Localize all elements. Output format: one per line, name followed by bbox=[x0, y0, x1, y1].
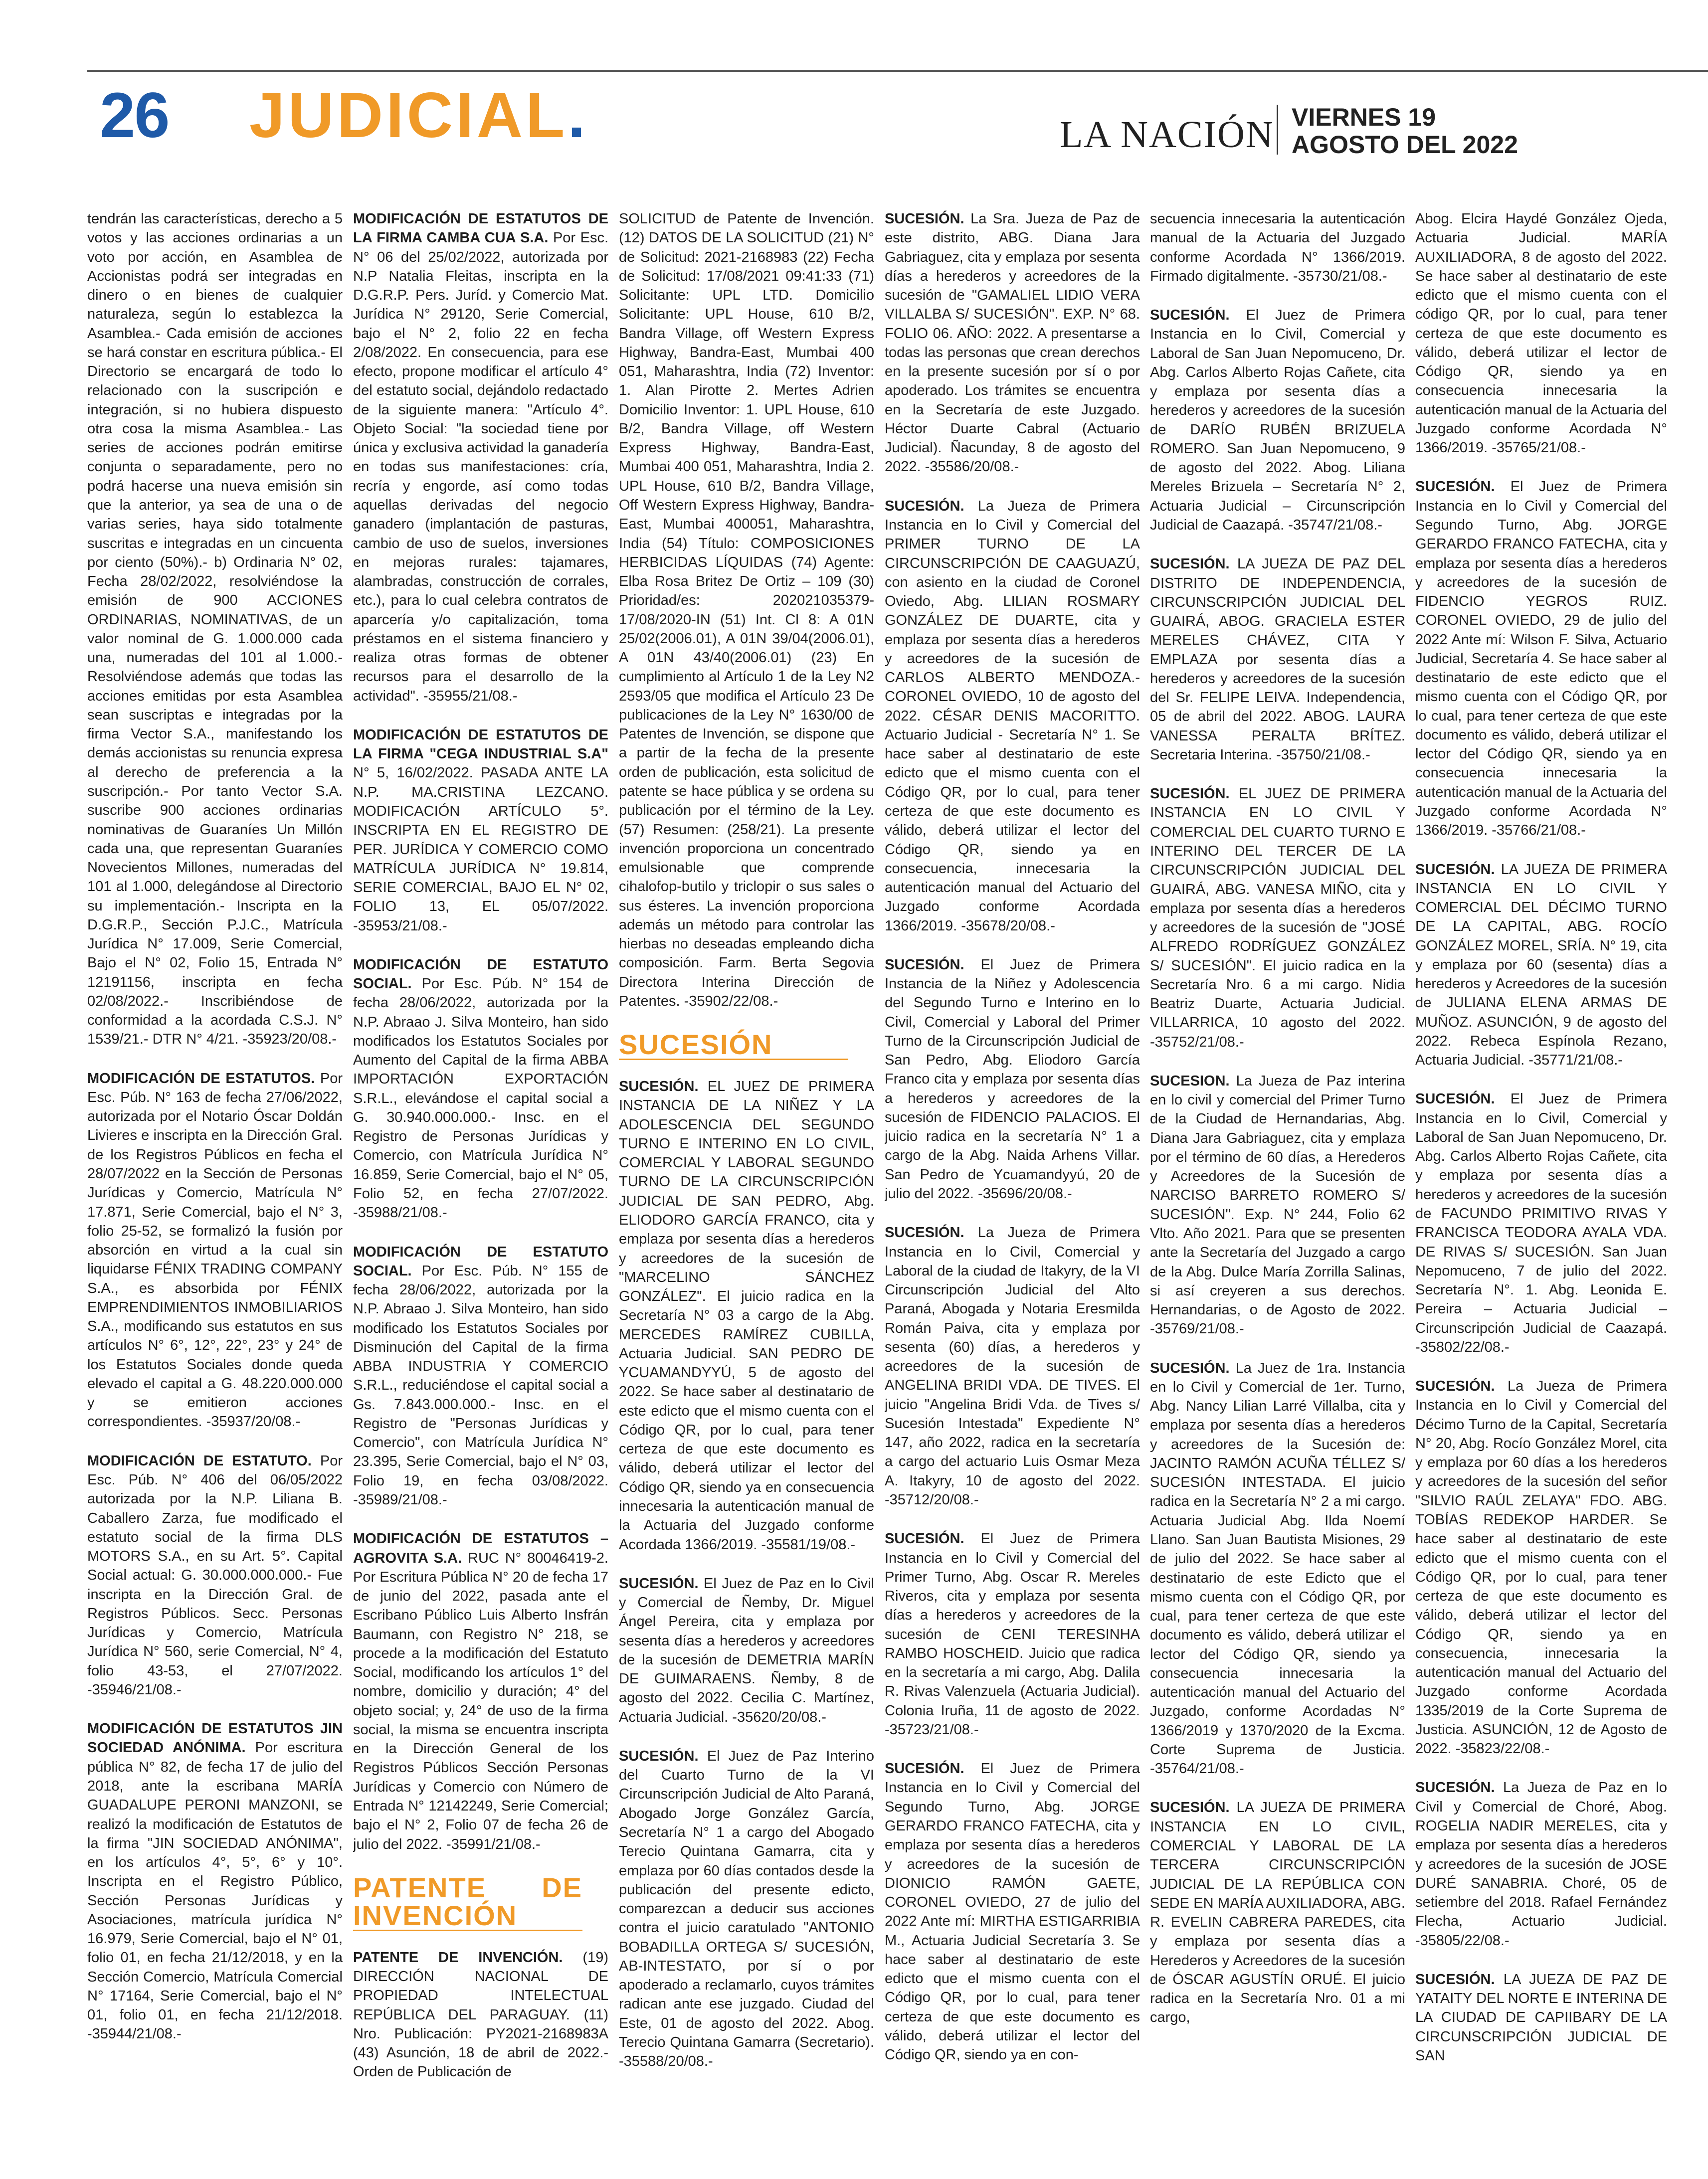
notice-heading: SUCESIÓN. bbox=[1150, 1800, 1230, 1816]
legal-notice bbox=[1150, 554, 1405, 764]
column-5 bbox=[1150, 209, 1405, 2169]
notice-heading: SUCESIÓN. bbox=[1415, 479, 1495, 495]
notice-body: La Sra. Jueza de Paz de este distrito, ABG. Diana Jara Gabriaguez, cita y emplaza por sesenta días a herederos y acreedores de la sucesión de "GAMALIEL LIDIO VERA VILLALBA S/ SUCESIÓN". EXP. N° 68. FOLIO 06. AÑO: 2022. A presentarse a todas las personas que crean derechos en la presente sucesión por sí o por apoderado. Los trámites se encuentra en la Secretaría de este Juzgado. Héctor Duarte Cabral (Actuario Judicial). Ñacunday, 8 de agosto del 2022. bbox=[885, 211, 1140, 475]
notice-heading: MODIFICACIÓN DE ESTATUTO. bbox=[87, 1453, 312, 1469]
notice-reference: -35712/20/08.- bbox=[885, 1492, 979, 1508]
notice-heading: PATENTE DE INVENCIÓN. bbox=[353, 1949, 563, 1966]
notice-heading: SUCESIÓN. bbox=[885, 956, 964, 973]
legal-notice bbox=[353, 1948, 608, 2082]
legal-notice bbox=[87, 1452, 343, 1699]
notice-heading: SUCESIÓN. bbox=[1150, 786, 1230, 802]
notice-heading: SUCESIÓN. bbox=[1415, 861, 1495, 878]
notice-heading: SUCESIÓN. bbox=[885, 1225, 964, 1241]
notice-body: El Juez de Primera Instancia de la Niñez y Adolescencia del Segundo Turno e Interino en lo Civil, Comercial y Laboral del Primer Turno de la Circunscripción Judicial de San Pedro, Abg. Eliodoro García Franco cita y emplaza por sesenta días a herederos y acreedores de la sucesión de FIDENCIO PALACIOS. El juicio radica en la secretaría N° 1 a cargo de la Abg. Naida Arhens Villar. San Pedro de Ycuamandyyú, 20 de julio del 2022. bbox=[885, 956, 1140, 1202]
notice-reference: -35586/20/08.- bbox=[925, 459, 1019, 475]
notice-body: El Juez de Paz en lo Civil y Comercial de Ñemby, Dr. Miguel Ángel Pereira, cita y emplaza por sesenta días a herederos y acreedores de la sucesión de DEMETRIA MARÍN DE GUIMARAENS. Ñemby, 8 de agosto del 2022. Cecilia C. Martínez, Actuaria Judicial. bbox=[619, 1575, 874, 1725]
notice-reference: -35765/21/08.- bbox=[1492, 440, 1586, 456]
legal-notice bbox=[885, 497, 1140, 935]
legal-notice bbox=[87, 1069, 343, 1432]
legal-notice bbox=[1415, 1970, 1667, 2065]
notice-body: Por Esc. N° 06 del 25/02/2022, autorizada por N.P Natalia Fleitas, inscripta en la D.G.R.P. Pers. Juríd. y Comercio Mat. Jurídica N° 29120, Serie Comercial, bajo el N° 2, folio 22 en fecha 2/08/2022. En consecuencia, para ese efecto, propone modificar el artículo 4° del estatuto social, dejándolo redactado de la siguiente manera: "Artículo 4°. Objeto Social: "la sociedad tiene por única y exclusiva actividad la ganadería en todas sus manifestaciones: cría, recría y engorde, así como todas aquellas derivadas del negocio ganadero (implantación de pasturas, cambio de uso de suelos, inversiones en mejoras rurales: tajamares, alambradas, construcción de corrales, etc.), para lo cual celebra contratos de aparcería y/o capitalización, toma préstamos en el sistema financiero y realiza otras formas de obtener recursos para el desarrollo de la actividad". bbox=[353, 230, 608, 704]
notice-heading: SUCESIÓN. bbox=[885, 498, 964, 514]
notice-body: LA JUEZA DE PAZ DEL DISTRITO DE INDEPENDENCIA, CIRCUNSCRIPCIÓN JUDICIAL DEL GUAIRÁ, ABOG. GRACIELA ESTER MERELES CHÁVEZ, CITA Y EMPLAZA por sesenta días a herederos y acreedores de la sucesión del Sr. FELIPE LEIVA. Independencia, 05 de abril del 2022. ABOG. LAURA VANESSA PERALTA BRÍTEZ. Secretaria Interina. bbox=[1150, 556, 1405, 763]
notice-reference: -35823/22/08.- bbox=[1455, 1741, 1550, 1757]
notice-reference: -35769/21/08.- bbox=[1150, 1321, 1244, 1337]
notice-body: Por Esc. Púb. N° 154 de fecha 28/06/2022, autorizada por la N.P. Abraao J. Silva Monteiro, han sido modificados los Estatutos Sociales por Aumento del Capital de la firma ABBA IMPORTACIÓN EXPORTACIÓN S.R.L., elevándose el capital social a G. 30.940.000.000.- Insc. en el Registro de Personas Jurídicas y Comercio, con Matrícula Jurídica N° 16.859, Serie Comercial, bajo el N° 05, Folio 52, en fecha 27/07/2022. bbox=[353, 976, 608, 1202]
notice-reference: -35581/19/08.- bbox=[761, 1536, 856, 1553]
notice-heading: SUCESIÓN. bbox=[1150, 307, 1230, 324]
notice-reference: -35944/21/08.- bbox=[87, 2026, 182, 2042]
page-number: 26 bbox=[100, 80, 169, 151]
header-rule bbox=[87, 70, 1708, 72]
masthead-logo: LA NACIÓN bbox=[1060, 114, 1274, 156]
legal-notice bbox=[1150, 306, 1405, 535]
notice-body: El Juez de Primera Instancia en lo Civil y Comercial del Segundo Turno, Abg. JORGE GERARDO FRANCO FATECHA, cita y emplaza por sesenta días a herederos y acreedores de la sucesión de DIONICIO RAMÓN GAETE, CORONEL OVIEDO, 27 de julio del 2022 Ante mí: MIRTHA ESTIGARRIBIA M., Actuaria Judicial Secretaría 3. Se hace saber al destinatario de este edicto que el mismo cuenta con el Código QR, por lo cual, para tener certeza de que este documento es válido, deberá utilizar el lector del Código QR, siendo ya en con- bbox=[885, 1761, 1140, 2063]
notice-reference: -35937/20/08.- bbox=[206, 1414, 301, 1430]
notice-body: Abog. Elcira Haydé González Ojeda, Actuaria Judicial. MARÍA AUXILIADORA, 8 de agosto del 2022. Se hace saber al destinatario de este edicto que el mismo cuenta con el código QR, por lo cual, para tener certeza de que este documento es válido, deberá utilizar el lector de Código QR, siendo ya en consecuencia innecesaria la autenticación manual de la Actuaria del Juzgado conforme Acordada N° 1366/2019. bbox=[1415, 211, 1667, 456]
notice-body: El Juez de Primera Instancia en lo Civil, Comercial y Laboral de San Juan Nepomuceno, Dr. Abg. Carlos Alberto Rojas Cañete, cita y emplaza por sesenta días a herederos y acreedores de la sucesión de DARÍO RUBÉN BRIZUELA ROMERO. San Juan Nepomuceno, 9 de agosto del 2022. Abog. Liliana Mereles Brizuela – Secretaría N° 2, Actuaria Judicial – Circunscripción Judicial de Caazapá. bbox=[1150, 307, 1405, 533]
notice-body: El Juez de Primera Instancia en lo Civil y Comercial del Segundo Turno, Abg. JORGE GERARDO FRANCO FATECHA, cita y emplaza por sesenta días a herederos y acreedores de la sucesión de FIDENCIO YEGROS RUIZ. CORONEL OVIEDO, 29 de julio del 2022 Ante mí: Wilson F. Silva, Actuario Judicial, Secretaría 4. Se hace saber al destinatario de este edicto que el mismo cuenta con el Código QR, por lo cual, para tener certeza de que este documento es válido, deberá utilizar el lector del Código QR, siendo ya en consecuencia innecesaria la autenticación manual de la Actuaria del Juzgado conforme Acordada N° 1366/2019. bbox=[1415, 479, 1667, 839]
legal-notice bbox=[353, 209, 608, 706]
notice-body: Por Esc. Púb. N° 406 del 06/05/2022 autorizada por la N.P. Liliana B. Caballero Zarza, fue modificado el estatuto social de la firma DLS MOTORS S.A., en su Art. 5°. Capital Social actual: G. 30.000.000.000.- Fue inscripta en la Dirección Gral. de Registros Públicos. Secc. Personas Jurídicas y Comercio, Matrícula Jurídica N° 560, serie Comercial, N° 4, folio 43-53, el 27/07/2022. bbox=[87, 1453, 343, 1679]
section-title bbox=[249, 80, 588, 151]
notice-body: SOLICITUD de Patente de Invención. (12) DATOS DE LA SOLICITUD (21) N° de Solicitud: 2021-2168983 (22) Fecha de Solicitud: 17/08/2021 09:41:33 (71) Solicitante: UPL LTD. Domicilio Solicitante: UPL House, 610 B/2, Bandra Village, off Western Express Highway, Bandra-East, Mumbai 400 051, Maharashtra, India (72) Inventor: 1. Alan Pirotte 2. Mertes Adrien Domicilio Inventor: 1. UPL House, 610 B/2, Bandra Village, off Western Express Highway, Bandra-East, Mumbai 400 051, Maharashtra, India 2. UPL House, 610 B/2, Bandra Village, Off Western Express Highway, Bandra-East, Mumbai 400051, Maharashtra, India (54) Título: COMPOSICIONES HERBICIDAS LÍQUIDAS (74) Agente: Elba Rosa Britez De Ortiz – 109 (30) Prioridad/es: 202021035379-17/08/2020-IN (51) Int. Cl 8: A 01N 25/02(2006.01), A 01N 39/04(2006.01), A 01N 43/40(2006.01) (23) En cumplimiento al Artículo 1 de la Ley N2 2593/05 que modifica el Artículo 23 De publicaciones de la Ley N° 1630/00 de Patentes de Invención, se dispone que a partir de la fecha de la presente orden de publicación, esta solicitud de patente se hace pública y se ordena su publicación por el término de la Ley. (57) Resumen: (258/21). La presente invención proporciona un concentrado emulsionable que comprende cihalofop-butilo y triclopir o sus sales o sus ésteres. La invención proporciona además un método para controlar las hierbas no deseadas empleando dicha composición. Farm. Berta Segovia Directora Interina Dirección de Patentes. bbox=[619, 211, 874, 1009]
notice-reference: -35766/21/08.- bbox=[1492, 822, 1586, 839]
legal-notice bbox=[885, 1529, 1140, 1739]
header-divider bbox=[1277, 105, 1278, 155]
notice-reference: -35953/21/08.- bbox=[353, 917, 447, 934]
legal-notice bbox=[87, 209, 343, 1049]
notice-reference: -35805/22/08.- bbox=[1415, 1932, 1510, 1949]
legal-notice bbox=[1150, 1359, 1405, 1779]
notice-reference: -35588/20/08.- bbox=[619, 2053, 713, 2070]
section-dot: . bbox=[568, 80, 588, 151]
notice-reference: -35802/22/08.- bbox=[1415, 1339, 1510, 1355]
notice-body: Por Esc. Púb. N° 155 de fecha 28/06/2022, autorizada por la N.P. Abraao J. Silva Monteiro, han sido modificado los Estatutos Sociales por Disminución del Capital de la firma ABBA INDUSTRIA Y COMERCIO S.R.L., reduciéndose el capital social a Gs. 7.843.000.000.- Insc. en el Registro de "Personas Jurídicas y Comercio", con Matrícula Jurídica N° 23.395, Serie Comercial, bajo el N° 03, Folio 19, en fecha 03/08/2022. bbox=[353, 1263, 608, 1489]
notice-heading: SUCESIÓN. bbox=[885, 1761, 964, 1777]
notice-reference: -35620/20/08.- bbox=[732, 1709, 826, 1725]
notice-reference: -35696/20/08.- bbox=[978, 1186, 1072, 1202]
legal-notice bbox=[1415, 209, 1667, 457]
legal-notice bbox=[87, 1719, 343, 2044]
notice-reference: -35750/21/08.- bbox=[1276, 746, 1370, 763]
notice-body: La Jueza de Primera Instancia en lo Civil, Comercial y Laboral de la ciudad de Itakyry, de la VI Circunscripción Judicial del Alto Paraná, Abogada y Notaria Eresmilda Román Paiva, cita y emplaza por sesenta (60) días, a herederos y acreedores de la sucesión de ANGELINA BRIDI VDA. DE TIVES. El juicio "Angelina Bridi Vda. de Tives s/ Sucesión Intestada" Expediente N° 147, año 2022, radica en la secretaría a cargo del actuario Luis Osmar Meza A. Itakyry, 10 de agosto del 2022. bbox=[885, 1225, 1140, 1489]
notice-reference: -35991/21/08.- bbox=[446, 1836, 541, 1852]
legal-notice bbox=[353, 955, 608, 1223]
issue-date bbox=[1292, 104, 1518, 159]
notice-heading: SUCESIÓN. bbox=[619, 1575, 699, 1592]
section-heading bbox=[619, 1031, 848, 1060]
legal-notice bbox=[1415, 1778, 1667, 1950]
notice-body: El Juez de Paz Interino del Cuarto Turno de la VI Circunscripción Judicial de Alto Paraná, Abogado Jorge González García, Secretaría N° 1 a cargo del Abogado Terecio Quintana Gamarra, cita y emplaza por 60 días contados desde la publicación del presente edicto, comparezcan a deducir sus acciones contra el juicio caratulado "ANTONIO BOBADILLA ORTEGA S/ SUCESIÓN, AB-INTESTATO, por sí o por apoderado a reclamarlo, cuyos trámites radican ante ese juzgado. Ciudad del Este, 01 de agosto del 2022. Abog. Terecio Quintana Gamarra (Secretario). bbox=[619, 1748, 874, 2050]
notice-reference: -35989/21/08.- bbox=[353, 1492, 447, 1508]
notice-body: secuencia innecesaria la autenticación manual de la Actuaria del Juzgado conforme Acordada N° 1366/2019. Firmado digitalmente. bbox=[1150, 211, 1405, 284]
notice-body: RUC N° 80046419-2. Por Escritura Pública N° 20 de fecha 17 de junio del 2022, pasada ante el Escribano Público Luis Alberto Insfrán Baumann, con Registro N° 218, se procede a la modificación del Estatuto Social, modificando los artículos 1° del nombre, domicilio y duración; 4° del objeto social; y, 24° de uso de la firma social, la misma se encuentra inscripta en la Dirección General de los Registros Públicos Sección Personas Jurídicas y Comercio con Número de Entrada N° 12142249, Serie Comercial; bajo el N° 2, Folio 07 de fecha 26 de julio del 2022. bbox=[353, 1550, 608, 1852]
notice-body: La Jueza de Paz en lo Civil y Comercial de Choré, Abog. ROGELIA NADIR MERELES, cita y emplaza por sesenta días a herederos y acreedores de la sucesión de JOSE DURÉ SANABRIA. Choré, 05 de setiembre del 2018. Rafael Fernández Flecha, Actuario Judicial. bbox=[1415, 1780, 1667, 1930]
notice-heading: SUCESIÓN. bbox=[619, 1079, 699, 1095]
section-heading-label: PATENTE DE INVENCIÓN bbox=[353, 1871, 582, 1931]
notice-reference: -35902/22/08.- bbox=[684, 993, 778, 1009]
legal-notice bbox=[885, 209, 1140, 477]
notice-body: Por escritura pública N° 82, de fecha 17 de julio del 2018, ante la escribana MARÍA GUADALUPE PERONI MANZONI, se realizó la modificación de Estatutos de la firma "JIN SOCIEDAD ANÓNIMA", en los artículos 4°, 5°, 6° y 10°. Inscripta en el Registro Público, Sección Personas Jurídicas y Asociaciones, matrícula jurídica N° 16.979, Serie Comercial, bajo el N° 01, folio 01, en fecha 21/12/2018, y en la Sección Comercio, Matrícula Comercial N° 17164, Serie Comercial, bajo el N° 01, folio 01, en fecha 21/12/2018. bbox=[87, 1740, 343, 2023]
notice-reference: -35730/21/08.- bbox=[1293, 268, 1387, 284]
notice-body: Por Esc. Púb. N° 163 de fecha 27/06/2022, autorizada por el Notario Óscar Doldán Livieres e inscripta en la Dirección Gral. de los Registros Públicos en fecha el 28/07/2022 en la Sección de Personas Jurídicas y Comercio, Matrícula N° 17.871, Serie Comercial, bajo el N° 3, folio 25-52, se formalizó la fusión por absorción en virtud a la cual sin liquidarse FÉNIX TRADING COMPANY S.A., es absorbida por FÉNIX EMPRENDIMIENTOS INMOBILIARIOS S.A., modificando sus estatutos en sus artículos N° 6°, 12°, 22°, 23° y 24° de los Estatutos Sociales donde queda elevado el capital a G. 48.220.000.000 y se emitieron acciones correspondientes. bbox=[87, 1070, 343, 1430]
legal-notice bbox=[619, 1574, 874, 1727]
notice-reference: -35752/21/08.- bbox=[1150, 1034, 1244, 1050]
notice-heading: MODIFICACIÓN DE ESTATUTO SOCIAL. bbox=[353, 956, 608, 992]
notice-body: N° 5, 16/02/2022. PASADA ANTE LA N.P. MA.CRISTINA LEZCANO. MODIFICACIÓN ARTÍCULO 5°. INSCRIPTA EN EL REGISTRO DE PER. JURÍDICA Y COMERCIO COMO MATRÍCULA JURÍDICA N° 19.814, SERIE COMERCIAL, BAJO EL N° 02, FOLIO 13, EL 05/07/2022. bbox=[353, 765, 608, 915]
legal-notice bbox=[1150, 1072, 1405, 1339]
notice-body: La Juez de 1ra. Instancia en lo Civil y Comercial de 1er. Turno, Abg. Nancy Lilian Larré Villalba, cita y emplaza por sesenta días a herederos y acreedores de la Sucesión de: JACINTO RAMÓN ACUÑA TÉLLEZ S/ SUCESIÓN INTESTADA. El juicio radica en la Secretaría N° 2 a mi cargo. Actuaria Judicial Abg. Ilda Noemí Llano. San Juan Bautista Misiones, 29 de julio del 2022. Se hace saber al destinatario de este Edicto que el mismo cuenta con el Código QR, por cual, para tener certeza de que este documento es válido, deberá utilizar el lector del Código QR, siendo ya consecuencia innecesaria la autenticación manual del Actuario del Juzgado, conforme Acordadas N° 1366/2019 y 1370/2020 de la Excma. Corte Suprema de Justicia. bbox=[1150, 1360, 1405, 1758]
notice-body: LA JUEZA DE PRIMERA INSTANCIA EN LO CIVIL Y COMERCIAL DEL DÉCIMO TURNO DE LA CAPITAL, ABG. ROCÍO GONZÁLEZ MOREL, SRÍA. N° 19, cita y emplaza por 60 (sesenta) días a herederos y Acreedores de la sucesión de JULIANA ELENA ARMAS DE MUÑOZ. ASUNCIÓN, 9 de agosto del 2022. Rebeca Espínola Rezano, Actuaria Judicial. bbox=[1415, 861, 1667, 1069]
column-2 bbox=[353, 209, 608, 2169]
notice-heading: SUCESIÓN. bbox=[1415, 1091, 1495, 1107]
legal-notice bbox=[885, 955, 1140, 1203]
notice-reference: -35988/21/08.- bbox=[353, 1205, 447, 1221]
notice-heading: MODIFICACIÓN DE ESTATUTOS. bbox=[87, 1070, 315, 1087]
notice-heading: SUCESIÓN. bbox=[619, 1748, 699, 1764]
notice-heading: MODIFICACIÓN DE ESTATUTOS DE LA FIRMA "CEGA INDUSTRIAL S.A" bbox=[353, 726, 608, 762]
column-3 bbox=[619, 209, 874, 2169]
column-1 bbox=[87, 209, 343, 2169]
section-heading bbox=[353, 1871, 582, 1931]
notice-heading: SUCESIÓN. bbox=[1415, 1971, 1495, 1988]
legal-notice bbox=[1150, 209, 1405, 286]
notice-heading: MODIFICACIÓN DE ESTATUTO SOCIAL. bbox=[353, 1244, 608, 1279]
legal-notice bbox=[619, 1747, 874, 2071]
legal-notice bbox=[619, 1077, 874, 1554]
column-4 bbox=[885, 209, 1140, 2169]
notice-heading: SUCESIÓN. bbox=[1415, 1378, 1495, 1395]
notice-heading: MODIFICACIÓN DE ESTATUTOS DE LA FIRMA CAMBA CUA S.A. bbox=[353, 211, 608, 246]
notice-reference: -35946/21/08.- bbox=[87, 1681, 182, 1698]
legal-notice bbox=[1415, 860, 1667, 1070]
notice-heading: MODIFICACIÓN DE ESTATUTOS JIN SOCIEDAD ANÓNIMA. bbox=[87, 1721, 343, 1756]
legal-notice bbox=[353, 1529, 608, 1854]
notice-heading: SUCESIÓN. bbox=[1415, 1780, 1495, 1796]
notice-heading: SUCESIÓN. bbox=[1150, 1360, 1230, 1376]
notice-reference: -35723/21/08.- bbox=[885, 1721, 979, 1738]
notice-body: tendrán las características, derecho a 5 votos y las acciones ordinarias a un voto por acción, en Asamblea de Accionistas podrá ser integradas en dinero o en bienes de cualquier naturaleza, según lo establezca la Asamblea.- Cada emisión de acciones se hará constar en escritura pública.- El Directorio se encargará de todo lo relacionado con la suscripción e integración, si no hubiera dispuesto otra cosa la misma Asamblea.- Las series de acciones podrán emitirse conjunta o separadamente, pero no podrá hacerse una nueva emisión sin que la anterior, ya sea de una o de varias series, haya sido totalmente suscritas e integradas en un cincuenta por ciento (50%).- b) Ordinaria N° 02, Fecha 28/02/2022, resolviéndose la emisión de 900 ACCIONES ORDINARIAS, NOMINATIVAS, de un valor nominal de G. 1.000.000 cada una, numeradas del 101 al 1.000.- Resolviéndose además que todas las acciones emitidas por esta Asamblea sean suscriptas e integradas por la firma Vector S.A., manifestando los demás accionistas su renuncia expresa al derecho de preferencia a la suscripción.- Por tanto Vector S.A. suscribe 900 acciones ordinarias nominativas de Guaraníes Un Millón cada una, que representan Guaraníes Novecientos Millones, numeradas del 101 al 1.000, delegándose al Directorio su implementación.- Inscripta en la D.G.R.P., Sección P.J.C., Matrícula Jurídica N° 17.009, Serie Comercial, Bajo el N° 02, Folio 15, Entrada N° 12191156, inscripta en fecha 02/08/2022.- Inscribiéndose de conformidad a la acordada C.S.J. N° 1539/21.- DTR N° 4/21. bbox=[87, 211, 343, 1048]
section-label: JUDICIAL bbox=[249, 80, 568, 151]
notice-reference: -35764/21/08.- bbox=[1150, 1761, 1244, 1777]
notice-body: La Jueza de Primera Instancia en lo Civil y Comercial del PRIMER TURNO DE LA CIRCUNSCRIPCIÓN DE CAAGUAZÚ, con asiento en la ciudad de Coronel Oviedo, Abg. LILIAN ROSMARY GONZÁLEZ DE DUARTE, cita y emplaza por sesenta días a herederos y acreedores de la sucesión de CARLOS ALBERTO MENDOZA.- CORONEL OVIEDO, 10 de agosto del 2022. CÉSAR DENIS MACORITTO. Actuario Judicial - Secretaría N° 1. Se hace saber al destinatario de este edicto que el mismo cuenta con el Código QR, por lo cual, para tener certeza de que este documento es válido, deberá utilizar el lector del Código QR, siendo ya en consecuencia, innecesaria la autenticación manual del Actuario del Juzgado conforme Acordada 1366/2019. bbox=[885, 498, 1140, 934]
notice-heading: SUCESIÓN. bbox=[885, 211, 964, 227]
legal-notice bbox=[353, 1243, 608, 1510]
notice-body: (19) DIRECCIÓN NACIONAL DE PROPIEDAD INTELECTUAL REPÚBLICA DEL PARAGUAY. (11) Nro. Publicación: PY2021-2168983A (43) Asunción, 18 de abril de 2022.- Orden de Publicación de bbox=[353, 1949, 608, 2080]
notice-reference: -35771/21/08.- bbox=[1528, 1052, 1623, 1069]
notice-body: EL JUEZ DE PRIMERA INSTANCIA DE LA NIÑEZ Y LA ADOLESCENCIA DEL SEGUNDO TURNO E INTERINO EN LO CIVIL, COMERCIAL Y LABORAL SEGUNDO TURNO DE LA CIRCUNSCRIPCIÓN JUDICIAL DE SAN PEDRO, Abg. ELIODORO GARCÍA FRANCO, cita y emplaza por sesenta días a herederos y acreedores de la sucesión de "MARCELINO SÁNCHEZ GONZÁLEZ". El juicio radica en la Secretaría N° 03 a cargo de la Abg. MERCEDES RAMÍREZ CUBILLA, Actuaria Judicial. SAN PEDRO DE YCUAMANDYYÚ, 5 de agosto del 2022. Se hace saber al destinatario de este edicto que el mismo cuenta con el Código QR, por lo cual, para tener certeza de que este documento es válido, deberá utilizar el lector del Código QR, siendo ya en consecuencia innecesaria la autenticación manual de la Actuaria del Juzgado conforme Acordada 1366/2019. bbox=[619, 1079, 874, 1553]
legal-notice bbox=[1415, 477, 1667, 840]
legal-notice bbox=[1415, 1377, 1667, 1758]
issue-date-month: AGOSTO DEL 2022 bbox=[1292, 131, 1518, 159]
legal-notice bbox=[353, 726, 608, 935]
legal-notice bbox=[885, 1759, 1140, 2064]
notice-body: LA JUEZA DE PRIMERA INSTANCIA EN LO CIVIL, COMERCIAL Y LABORAL DE LA TERCERA CIRCUNSCRIPCIÓN JUDICIAL DE LA REPÚBLICA CON SEDE EN MARÍA AUXILIADORA, ABG. R. EVELIN CABRERA PAREDES, cita y emplaza por sesenta días a Herederos y Acreedores de la sucesión de ÓSCAR AGUSTÍN ORUÉ. El juicio radica en la Secretaría Nro. 01 a mi cargo, bbox=[1150, 1800, 1405, 2026]
notice-heading: SUCESION. bbox=[1150, 1073, 1230, 1089]
legal-notice bbox=[1150, 1798, 1405, 2027]
notice-heading: SUCESIÓN. bbox=[885, 1531, 964, 1547]
notice-body: EL JUEZ DE PRIMERA INSTANCIA EN LO CIVIL Y COMERCIAL DEL CUARTO TURNO E INTERINO DEL TERCER DE LA CIRCUNSCRIPCIÓN JUDICIAL DEL GUAIRÁ, ABG. VANESA MIÑO, cita y emplaza por sesenta días a herederos y acreedores de la sucesión de "JOSÉ ALFREDO RODRÍGUEZ GONZÁLEZ S/ SUCESIÓN". El juicio radica en la Secretaría Nro. 6 a mi cargo. Nidia Beatriz Duarte, Actuaria Judicial. VILLARRICA, 10 agosto del 2022. bbox=[1150, 786, 1405, 1031]
notice-body: LA JUEZA DE PAZ DE YATAITY DEL NORTE E INTERINA DE LA CIUDAD DE CAPIIBARY DE LA CIRCUNSCRIPCIÓN JUDICIAL DE SAN bbox=[1415, 1971, 1667, 2064]
legal-notice bbox=[1415, 1090, 1667, 1357]
legal-notice bbox=[619, 209, 874, 1011]
legal-notice bbox=[885, 1223, 1140, 1509]
notice-body: El Juez de Primera Instancia en lo Civil y Comercial del Primer Turno, Abg. Oscar R. Mereles Riveros, cita y emplaza por sesenta días a herederos y acreedores de la sucesión de CENI TERESINHA RAMBO HOSCHEID. Juicio que radica en la secretaría a mi cargo, Abg. Dalila R. Rivas Valenzuela (Actuaria Judicial). Colonia Iruña, 11 de agosto de 2022. bbox=[885, 1531, 1140, 1719]
notice-body: La Jueza de Primera Instancia en lo Civil y Comercial del Décimo Turno de la Capital, Secretaría N° 20, Abg. Rocío González Morel, cita y emplaza por 60 días a los herederos y acreedores de la sucesión del señor "SILVIO RAÚL ZELAYA" FDO. ABG. TOBÍAS REDEKOP HARDER. Se hace saber al destinatario de este edicto que el mismo cuenta con el Código QR, por lo cual, para tener certeza de que este documento es válido, deberá utilizar el lector del Código QR, siendo ya en consecuencia, innecesaria la autenticación manual del Actuario del Juzgado conforme Acordada 1335/2019 de la Corte Suprema de Justicia. ASUNCIÓN, 12 de Agosto de 2022. bbox=[1415, 1378, 1667, 1757]
notice-reference: -35923/20/08.- bbox=[242, 1031, 337, 1048]
notice-heading: MODIFICACIÓN DE ESTATUTOS –AGROVITA S.A. bbox=[353, 1531, 608, 1566]
notice-reference: -35955/21/08.- bbox=[423, 688, 518, 704]
legal-notice bbox=[1150, 784, 1405, 1052]
notice-body: El Juez de Primera Instancia en lo Civil, Comercial y Laboral de San Juan Nepomuceno, Dr. Abg. Carlos Alberto Rojas Cañete, cita y emplaza por sesenta días a herederos y acreedores de la sucesión de FACUNDO PRIMITIVO RIVAS Y FRANCISCA TEODORA AYALA VDA. DE RIVAS S/ SUCESIÓN. San Juan Nepomuceno, 7 de julio del 2022. Secretaría N°. 1. Abg. Leonida E. Pereira – Actuaria Judicial – Circunscripción Judicial de Caazapá. bbox=[1415, 1091, 1667, 1336]
section-heading-label: SUCESIÓN bbox=[619, 1029, 773, 1061]
column-6 bbox=[1415, 209, 1667, 2169]
notice-body: La Jueza de Paz interina en lo civil y comercial del Primer Turno de la Ciudad de Hernandarias, Abg. Diana Jara Gabriaguez, cita y emplaza por el término de 60 días, a Herederos y Acreedores de la Sucesión de NARCISO BARRETO ROMERO S/ SUCESIÓN". Exp. N° 244, Folio 62 Vlto. Año 2021. Para que se presenten ante la Secretaría del Juzgado a cargo de la Abg. Dulce María Zorrilla Salinas, si así creyeren a sus derechos. Hernandarias, o de Agosto de 2022. bbox=[1150, 1073, 1405, 1318]
notice-reference: -35747/21/08.- bbox=[1288, 517, 1382, 533]
issue-date-day: VIERNES 19 bbox=[1292, 103, 1436, 131]
notice-heading: SUCESIÓN. bbox=[1150, 556, 1230, 572]
notice-reference: -35678/20/08.- bbox=[961, 917, 1055, 934]
